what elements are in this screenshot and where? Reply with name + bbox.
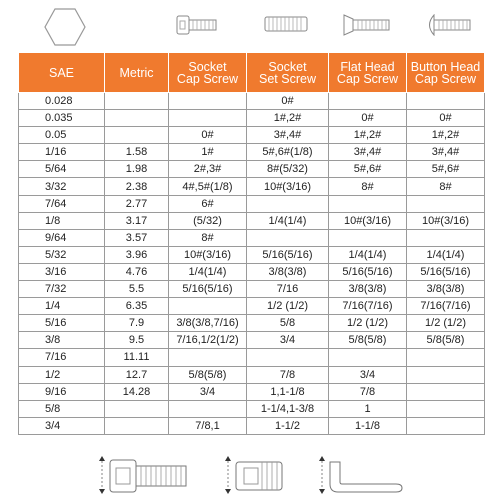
cell-socket-set-screw: 3#,4# bbox=[247, 127, 329, 144]
cell-socket-cap-screw bbox=[169, 298, 247, 315]
cell-button-head-cap-screw: 1/2 (1/2) bbox=[407, 315, 485, 332]
cell-button-head-cap-screw: 0# bbox=[407, 110, 485, 127]
column-header-metric: Metric bbox=[105, 53, 169, 93]
cell-sae: 7/32 bbox=[19, 281, 105, 298]
column-header-button-head-cap-screw: Button Head Cap Screw bbox=[407, 53, 485, 93]
cell-button-head-cap-screw: 7/16(7/16) bbox=[407, 298, 485, 315]
cell-socket-set-screw: 10#(3/16) bbox=[247, 178, 329, 195]
cell-sae: 9/16 bbox=[19, 383, 105, 400]
flat-head-screw-icon bbox=[343, 14, 391, 36]
cell-socket-set-screw bbox=[247, 229, 329, 246]
cell-sae: 1/16 bbox=[19, 144, 105, 161]
cell-socket-cap-screw: 3/8(3/8,7/16) bbox=[169, 315, 247, 332]
cell-socket-cap-screw: 4#,5#(1/8) bbox=[169, 178, 247, 195]
cell-socket-cap-screw bbox=[169, 349, 247, 366]
cell-sae: 1/4 bbox=[19, 298, 105, 315]
cell-flat-head-cap-screw: 3#,4# bbox=[329, 144, 407, 161]
cell-socket-cap-screw: 6# bbox=[169, 195, 247, 212]
table-row bbox=[19, 298, 485, 315]
table-row bbox=[19, 110, 485, 127]
table-row bbox=[19, 349, 485, 366]
cell-flat-head-cap-screw: 3/8(3/8) bbox=[329, 281, 407, 298]
cell-metric bbox=[105, 110, 169, 127]
cell-flat-head-cap-screw bbox=[329, 93, 407, 110]
cell-flat-head-cap-screw: 3/4 bbox=[329, 366, 407, 383]
cell-flat-head-cap-screw: 7/8 bbox=[329, 383, 407, 400]
cell-sae: 5/8 bbox=[19, 400, 105, 417]
cell-socket-set-screw: 1/2 (1/2) bbox=[247, 298, 329, 315]
cell-sae: 3/4 bbox=[19, 417, 105, 434]
cell-metric: 3.17 bbox=[105, 212, 169, 229]
cell-sae: 5/16 bbox=[19, 315, 105, 332]
cell-metric: 1.58 bbox=[105, 144, 169, 161]
cell-sae: 5/32 bbox=[19, 246, 105, 263]
hex-key-icon bbox=[44, 8, 86, 46]
cell-button-head-cap-screw: 1#,2# bbox=[407, 127, 485, 144]
cell-metric: 14.28 bbox=[105, 383, 169, 400]
table-row bbox=[19, 400, 485, 417]
cell-button-head-cap-screw bbox=[407, 400, 485, 417]
table-header-row bbox=[19, 53, 485, 93]
cell-metric: 4.76 bbox=[105, 263, 169, 280]
cell-metric: 7.9 bbox=[105, 315, 169, 332]
table-row bbox=[19, 417, 485, 434]
cell-metric: 2.38 bbox=[105, 178, 169, 195]
cell-metric: 1.98 bbox=[105, 161, 169, 178]
set-screw-dimension-icon bbox=[222, 452, 292, 498]
hex-key-dimension-icon bbox=[316, 454, 406, 498]
cell-button-head-cap-screw bbox=[407, 349, 485, 366]
cell-metric bbox=[105, 400, 169, 417]
table-row bbox=[19, 161, 485, 178]
table-row bbox=[19, 178, 485, 195]
cell-socket-set-screw bbox=[247, 349, 329, 366]
column-header-flat-head-cap-screw: Flat Head Cap Screw bbox=[329, 53, 407, 93]
socket-cap-screw-dimension-icon bbox=[96, 452, 192, 498]
table-row bbox=[19, 366, 485, 383]
top-icon-row bbox=[0, 0, 500, 52]
cell-socket-set-screw: 5/16(5/16) bbox=[247, 246, 329, 263]
cell-flat-head-cap-screw bbox=[329, 229, 407, 246]
cell-socket-set-screw: 1#,2# bbox=[247, 110, 329, 127]
table-row bbox=[19, 332, 485, 349]
cell-button-head-cap-screw: 5/8(5/8) bbox=[407, 332, 485, 349]
cell-socket-cap-screw: 2#,3# bbox=[169, 161, 247, 178]
cell-metric bbox=[105, 93, 169, 110]
table-row bbox=[19, 212, 485, 229]
table-row bbox=[19, 246, 485, 263]
cell-flat-head-cap-screw: 1#,2# bbox=[329, 127, 407, 144]
cell-metric: 12.7 bbox=[105, 366, 169, 383]
cell-button-head-cap-screw bbox=[407, 366, 485, 383]
cell-button-head-cap-screw: 3#,4# bbox=[407, 144, 485, 161]
cell-metric: 3.96 bbox=[105, 246, 169, 263]
cell-sae: 3/32 bbox=[19, 178, 105, 195]
cell-sae: 1/8 bbox=[19, 212, 105, 229]
cell-sae: 0.028 bbox=[19, 93, 105, 110]
table-row bbox=[19, 263, 485, 280]
cell-flat-head-cap-screw: 7/16(7/16) bbox=[329, 298, 407, 315]
cell-flat-head-cap-screw: 5/8(5/8) bbox=[329, 332, 407, 349]
cell-socket-cap-screw: 10#(3/16) bbox=[169, 246, 247, 263]
cell-socket-set-screw: 1-1/2 bbox=[247, 417, 329, 434]
cell-flat-head-cap-screw: 10#(3/16) bbox=[329, 212, 407, 229]
cell-flat-head-cap-screw: 1/4(1/4) bbox=[329, 246, 407, 263]
cell-metric bbox=[105, 127, 169, 144]
table-row bbox=[19, 315, 485, 332]
button-head-screw-icon bbox=[424, 14, 472, 36]
cell-flat-head-cap-screw: 1/2 (1/2) bbox=[329, 315, 407, 332]
table-row bbox=[19, 127, 485, 144]
table-row bbox=[19, 281, 485, 298]
table-row bbox=[19, 93, 485, 110]
table-row bbox=[19, 383, 485, 400]
cell-sae: 5/64 bbox=[19, 161, 105, 178]
cell-socket-set-screw: 5/8 bbox=[247, 315, 329, 332]
size-chart-table bbox=[18, 52, 485, 435]
cell-socket-cap-screw: 7/8,1 bbox=[169, 417, 247, 434]
cell-socket-cap-screw: 8# bbox=[169, 229, 247, 246]
cell-metric: 9.5 bbox=[105, 332, 169, 349]
cell-flat-head-cap-screw bbox=[329, 349, 407, 366]
cell-flat-head-cap-screw: 5#,6# bbox=[329, 161, 407, 178]
socket-cap-screw-icon bbox=[176, 14, 218, 36]
cell-socket-cap-screw: 1# bbox=[169, 144, 247, 161]
cell-socket-set-screw: 1,1-1/8 bbox=[247, 383, 329, 400]
cell-sae: 3/16 bbox=[19, 263, 105, 280]
cell-socket-cap-screw: 1/4(1/4) bbox=[169, 263, 247, 280]
cell-sae: 0.05 bbox=[19, 127, 105, 144]
cell-socket-cap-screw: 5/16(5/16) bbox=[169, 281, 247, 298]
cell-flat-head-cap-screw: 0# bbox=[329, 110, 407, 127]
cell-socket-set-screw: 0# bbox=[247, 93, 329, 110]
bottom-icon-row bbox=[0, 446, 500, 500]
cell-sae: 7/16 bbox=[19, 349, 105, 366]
cell-button-head-cap-screw: 5#,6# bbox=[407, 161, 485, 178]
cell-socket-cap-screw: 0# bbox=[169, 127, 247, 144]
table-row bbox=[19, 144, 485, 161]
cell-sae: 9/64 bbox=[19, 229, 105, 246]
cell-socket-set-screw: 1-1/4,1-3/8 bbox=[247, 400, 329, 417]
cell-socket-set-screw: 7/16 bbox=[247, 281, 329, 298]
cell-socket-cap-screw bbox=[169, 400, 247, 417]
socket-set-screw-icon bbox=[263, 14, 309, 34]
cell-socket-set-screw: 3/4 bbox=[247, 332, 329, 349]
column-header-sae: SAE bbox=[19, 53, 105, 93]
cell-metric: 6.35 bbox=[105, 298, 169, 315]
cell-button-head-cap-screw bbox=[407, 383, 485, 400]
cell-button-head-cap-screw: 1/4(1/4) bbox=[407, 246, 485, 263]
cell-socket-cap-screw: 7/16,1/2(1/2) bbox=[169, 332, 247, 349]
cell-button-head-cap-screw: 10#(3/16) bbox=[407, 212, 485, 229]
cell-socket-set-screw bbox=[247, 195, 329, 212]
cell-socket-set-screw: 5#,6#(1/8) bbox=[247, 144, 329, 161]
cell-button-head-cap-screw: 8# bbox=[407, 178, 485, 195]
cell-metric bbox=[105, 417, 169, 434]
cell-sae: 0.035 bbox=[19, 110, 105, 127]
cell-metric: 11.11 bbox=[105, 349, 169, 366]
column-header-socket-set-screw: Socket Set Screw bbox=[247, 53, 329, 93]
cell-button-head-cap-screw bbox=[407, 229, 485, 246]
cell-flat-head-cap-screw: 1-1/8 bbox=[329, 417, 407, 434]
cell-metric: 5.5 bbox=[105, 281, 169, 298]
cell-socket-cap-screw: 5/8(5/8) bbox=[169, 366, 247, 383]
cell-flat-head-cap-screw: 8# bbox=[329, 178, 407, 195]
cell-button-head-cap-screw: 3/8(3/8) bbox=[407, 281, 485, 298]
cell-flat-head-cap-screw: 5/16(5/16) bbox=[329, 263, 407, 280]
cell-socket-set-screw: 8#(5/32) bbox=[247, 161, 329, 178]
column-header-socket-cap-screw: Socket Cap Screw bbox=[169, 53, 247, 93]
cell-socket-cap-screw: (5/32) bbox=[169, 212, 247, 229]
table-row bbox=[19, 195, 485, 212]
cell-metric: 3.57 bbox=[105, 229, 169, 246]
cell-socket-cap-screw: 3/4 bbox=[169, 383, 247, 400]
cell-socket-set-screw: 1/4(1/4) bbox=[247, 212, 329, 229]
table-body bbox=[19, 93, 485, 435]
cell-button-head-cap-screw bbox=[407, 195, 485, 212]
cell-sae: 7/64 bbox=[19, 195, 105, 212]
cell-metric: 2.77 bbox=[105, 195, 169, 212]
cell-flat-head-cap-screw bbox=[329, 195, 407, 212]
cell-socket-set-screw: 3/8(3/8) bbox=[247, 263, 329, 280]
table-row bbox=[19, 229, 485, 246]
cell-sae: 3/8 bbox=[19, 332, 105, 349]
cell-button-head-cap-screw bbox=[407, 93, 485, 110]
cell-sae: 1/2 bbox=[19, 366, 105, 383]
cell-socket-cap-screw bbox=[169, 93, 247, 110]
cell-button-head-cap-screw bbox=[407, 417, 485, 434]
cell-socket-set-screw: 7/8 bbox=[247, 366, 329, 383]
cell-flat-head-cap-screw: 1 bbox=[329, 400, 407, 417]
cell-button-head-cap-screw: 5/16(5/16) bbox=[407, 263, 485, 280]
cell-socket-cap-screw bbox=[169, 110, 247, 127]
